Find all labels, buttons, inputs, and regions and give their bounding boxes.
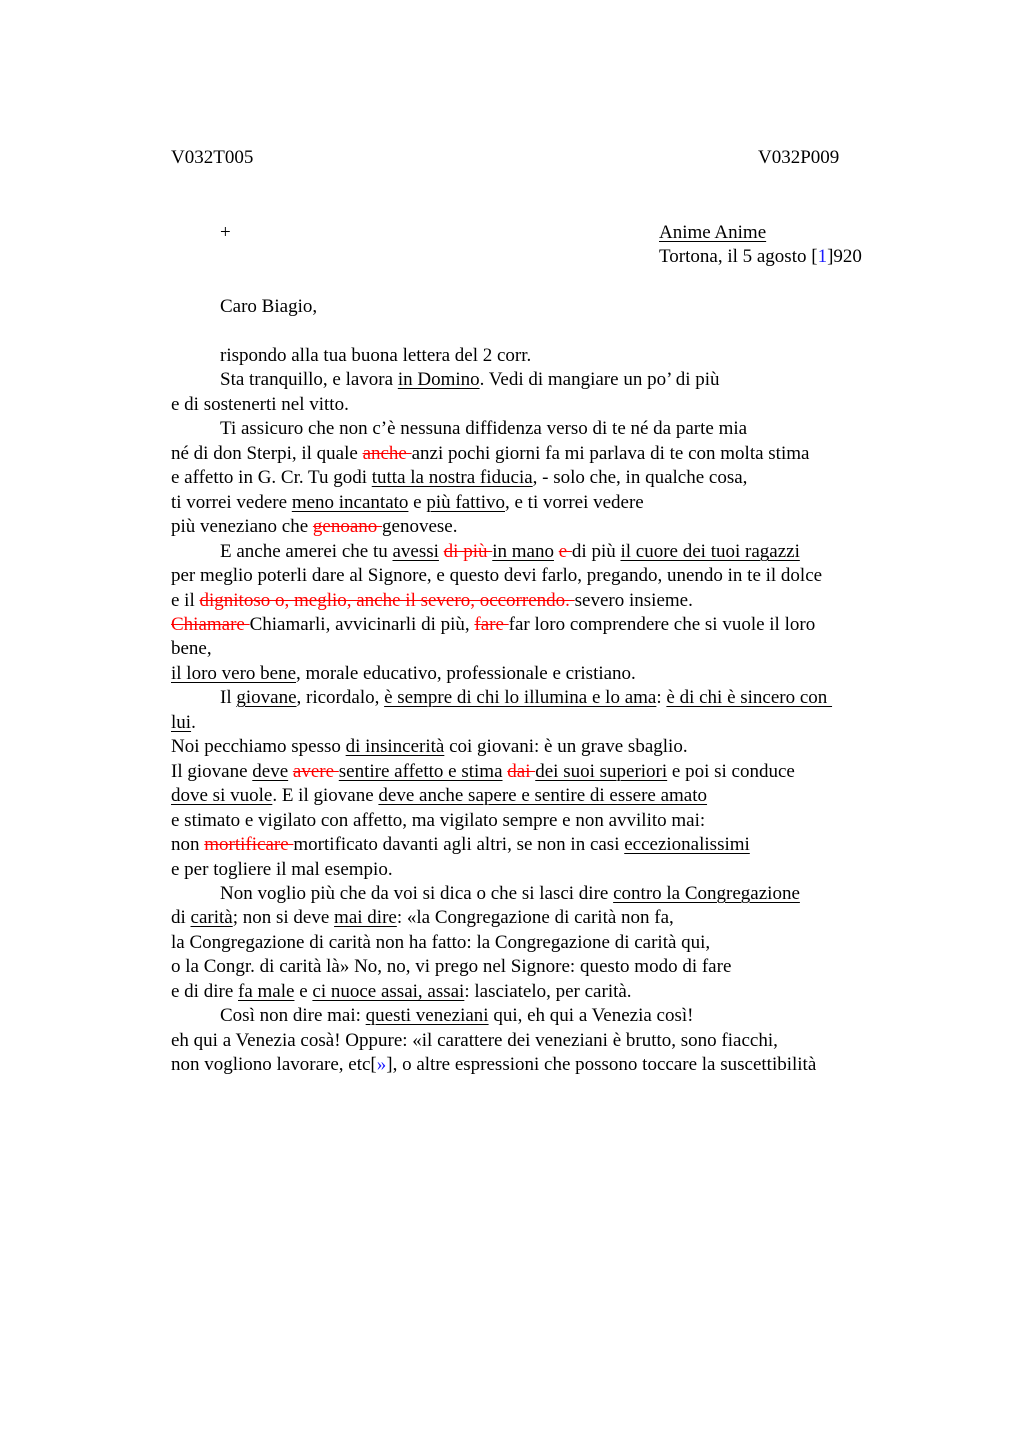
letter-line <box>171 955 731 979</box>
letter-line <box>171 858 393 882</box>
underlined-text: carità <box>190 907 233 928</box>
salutation: Caro Biagio, <box>220 296 318 317</box>
line-text: . E il giovane <box>272 785 379 806</box>
underlined-text: deve <box>252 761 289 782</box>
letter-line <box>171 393 349 417</box>
line-text: Noi pecchiamo spesso <box>171 736 346 757</box>
line-text: rispondo alla tua buona lettera del 2 corr. <box>220 345 532 366</box>
letter-line <box>220 344 531 368</box>
cross-mark: + <box>220 222 231 243</box>
line-text: . <box>191 712 196 733</box>
line-text: bene, <box>171 638 212 659</box>
underlined-text: tutta la nostra fiducia <box>371 467 533 488</box>
line-text: , morale educativo, professionale e cristiano. <box>296 663 636 684</box>
line-text: . Vedi di mangiare un po’ di più <box>479 369 720 390</box>
letter-line <box>171 931 710 955</box>
header-left-code: V032T005 <box>171 147 254 168</box>
underlined-text: il cuore dei tuoi ragazzi <box>620 541 800 562</box>
dateline <box>659 245 862 269</box>
letter-line <box>171 784 707 808</box>
letter-line <box>171 442 809 466</box>
deleted-text: Chiamare <box>171 614 250 635</box>
line-text: più veneziano che <box>171 516 313 537</box>
line-text: Il <box>220 687 237 708</box>
underlined-text: giovane <box>236 687 297 708</box>
line-text: genovese. <box>382 516 458 537</box>
letter-line <box>171 589 693 613</box>
line-text: e <box>294 981 313 1002</box>
underlined-text: avessi <box>392 541 439 562</box>
deleted-text: dai <box>507 761 536 782</box>
underlined-text: lui <box>171 712 192 733</box>
header-right-code: V032P009 <box>758 147 840 168</box>
line-text: la Congregazione di carità non ha fatto: la Congregazione di carità qui, <box>171 932 711 953</box>
letter-line <box>171 662 636 686</box>
line-text: Così non dire mai: <box>220 1005 366 1026</box>
letter-line <box>171 491 644 515</box>
letter-line <box>171 613 815 637</box>
letter-line <box>171 711 196 735</box>
line-text: e il <box>171 590 200 611</box>
line-text: : <box>656 687 667 708</box>
line-text: e affetto in G. Cr. Tu godi <box>171 467 372 488</box>
line-text: non <box>171 834 205 855</box>
underlined-text: contro la Congregazione <box>613 883 800 904</box>
letter-line <box>171 980 632 1004</box>
line-text: , - solo che, in qualche cosa, <box>532 467 748 488</box>
line-text: , ricordalo, <box>296 687 385 708</box>
deleted-text: dignitoso o, meglio, anche il severo, occorrendo. <box>199 590 575 611</box>
line-text: e poi si conduce <box>667 761 795 782</box>
deleted-text: di più <box>443 541 493 562</box>
line-text: di <box>171 907 191 928</box>
deleted-text: e <box>558 541 572 562</box>
letter-line <box>220 686 832 710</box>
line-text: e per togliere il mal esempio. <box>171 859 393 880</box>
letter-line <box>220 368 720 392</box>
underlined-text: in Domino <box>397 369 480 390</box>
motto: Anime Anime <box>659 222 767 243</box>
line-text: e di dire <box>171 981 239 1002</box>
underlined-text: deve anche sapere e sentire di essere amato <box>378 785 708 806</box>
line-text: Ti assicuro che non c’è nessuna diffidenza verso di te né da parte mia <box>220 418 748 439</box>
line-text: Chiamarli, avvicinarli di più, <box>249 614 475 635</box>
deleted-text: mortificare <box>204 834 294 855</box>
letter-line <box>171 1029 778 1053</box>
line-text: anzi pochi giorni fa mi parlava di te con molta stima <box>411 443 810 464</box>
underlined-text: dove si vuole <box>171 785 273 806</box>
underlined-text: questi veneziani <box>365 1005 489 1026</box>
deleted-text: genoano <box>312 516 383 537</box>
inserted-text: » <box>376 1054 387 1075</box>
letter-line <box>171 809 705 833</box>
underlined-text: è di chi è sincero con <box>666 687 833 708</box>
letter-line <box>171 833 750 857</box>
line-text: e <box>408 492 427 513</box>
letter-line <box>171 735 688 759</box>
line-text: né di don Sterpi, il quale <box>171 443 363 464</box>
letter-line <box>171 515 457 539</box>
underlined-text: eccezionalissimi <box>624 834 750 855</box>
dateline-before: Tortona, il 5 agosto [ <box>659 246 818 267</box>
line-text: non vogliono lavorare, etc[ <box>171 1054 377 1075</box>
letter-line <box>171 906 674 930</box>
line-text: e stimato e vigilato con affetto, ma vigilato sempre e non avvilito mai: <box>171 810 706 831</box>
underlined-text: in mano <box>492 541 554 562</box>
line-text: severo insieme. <box>574 590 693 611</box>
line-text: : lasciatelo, per carità. <box>464 981 632 1002</box>
letter-line <box>171 466 747 490</box>
dateline-inserted: 1 <box>817 246 828 267</box>
underlined-text: fa male <box>238 981 295 1002</box>
line-text: Sta tranquillo, e lavora <box>220 369 398 390</box>
line-text: o la Congr. di carità là» No, no, vi prego nel Signore: questo modo di fare <box>171 956 732 977</box>
letter-line <box>171 637 212 661</box>
line-text: di più <box>571 541 621 562</box>
line-text: coi giovani: è un grave sbaglio. <box>444 736 688 757</box>
line-text: E anche amerei che tu <box>220 541 393 562</box>
letter-line <box>171 564 822 588</box>
line-text: e di sostenerti nel vitto. <box>171 394 349 415</box>
underlined-text: è sempre di chi lo illumina e lo ama <box>384 687 657 708</box>
underlined-text: meno incantato <box>291 492 409 513</box>
underlined-text: di insincerità <box>345 736 445 757</box>
letter-line <box>220 882 800 906</box>
line-text: ; non si deve <box>232 907 335 928</box>
underlined-text: sentire affetto e stima <box>338 761 503 782</box>
letter-line <box>220 1004 693 1028</box>
line-text: ], o altre espressioni che possono toccare la suscettibilità <box>386 1054 817 1075</box>
deleted-text: avere <box>292 761 339 782</box>
line-text: , e ti vorrei vedere <box>505 492 644 513</box>
line-text: Il giovane <box>171 761 253 782</box>
line-text: : «la Congregazione di carità non fa, <box>396 907 674 928</box>
line-text: qui, eh qui a Venezia così! <box>488 1005 694 1026</box>
line-text: Non voglio più che da voi si dica o che si lasci dire <box>220 883 614 904</box>
deleted-text: anche <box>362 443 412 464</box>
underlined-text: dei suoi superiori <box>535 761 668 782</box>
line-text: far loro comprendere che si vuole il loro <box>508 614 816 635</box>
letter-line <box>220 417 747 441</box>
letter-line <box>171 1053 816 1077</box>
underlined-text: il loro vero bene <box>171 663 297 684</box>
underlined-text: ci nuoce assai, assai <box>312 981 465 1002</box>
letter-line <box>220 540 800 564</box>
underlined-text: più fattivo <box>426 492 505 513</box>
letter-line <box>171 760 795 784</box>
line-text: per meglio poterli dare al Signore, e questo devi farlo, pregando, unendo in te il dolce <box>171 565 823 586</box>
dateline-after: ]920 <box>827 246 862 267</box>
deleted-text: fare <box>474 614 509 635</box>
line-text: mortificato davanti agli altri, se non in casi <box>293 834 625 855</box>
line-text: eh qui a Venezia cosà! Oppure: «il carattere dei veneziani è brutto, sono fiacchi, <box>171 1030 778 1051</box>
underlined-text: mai dire <box>334 907 397 928</box>
line-text: ti vorrei vedere <box>171 492 292 513</box>
